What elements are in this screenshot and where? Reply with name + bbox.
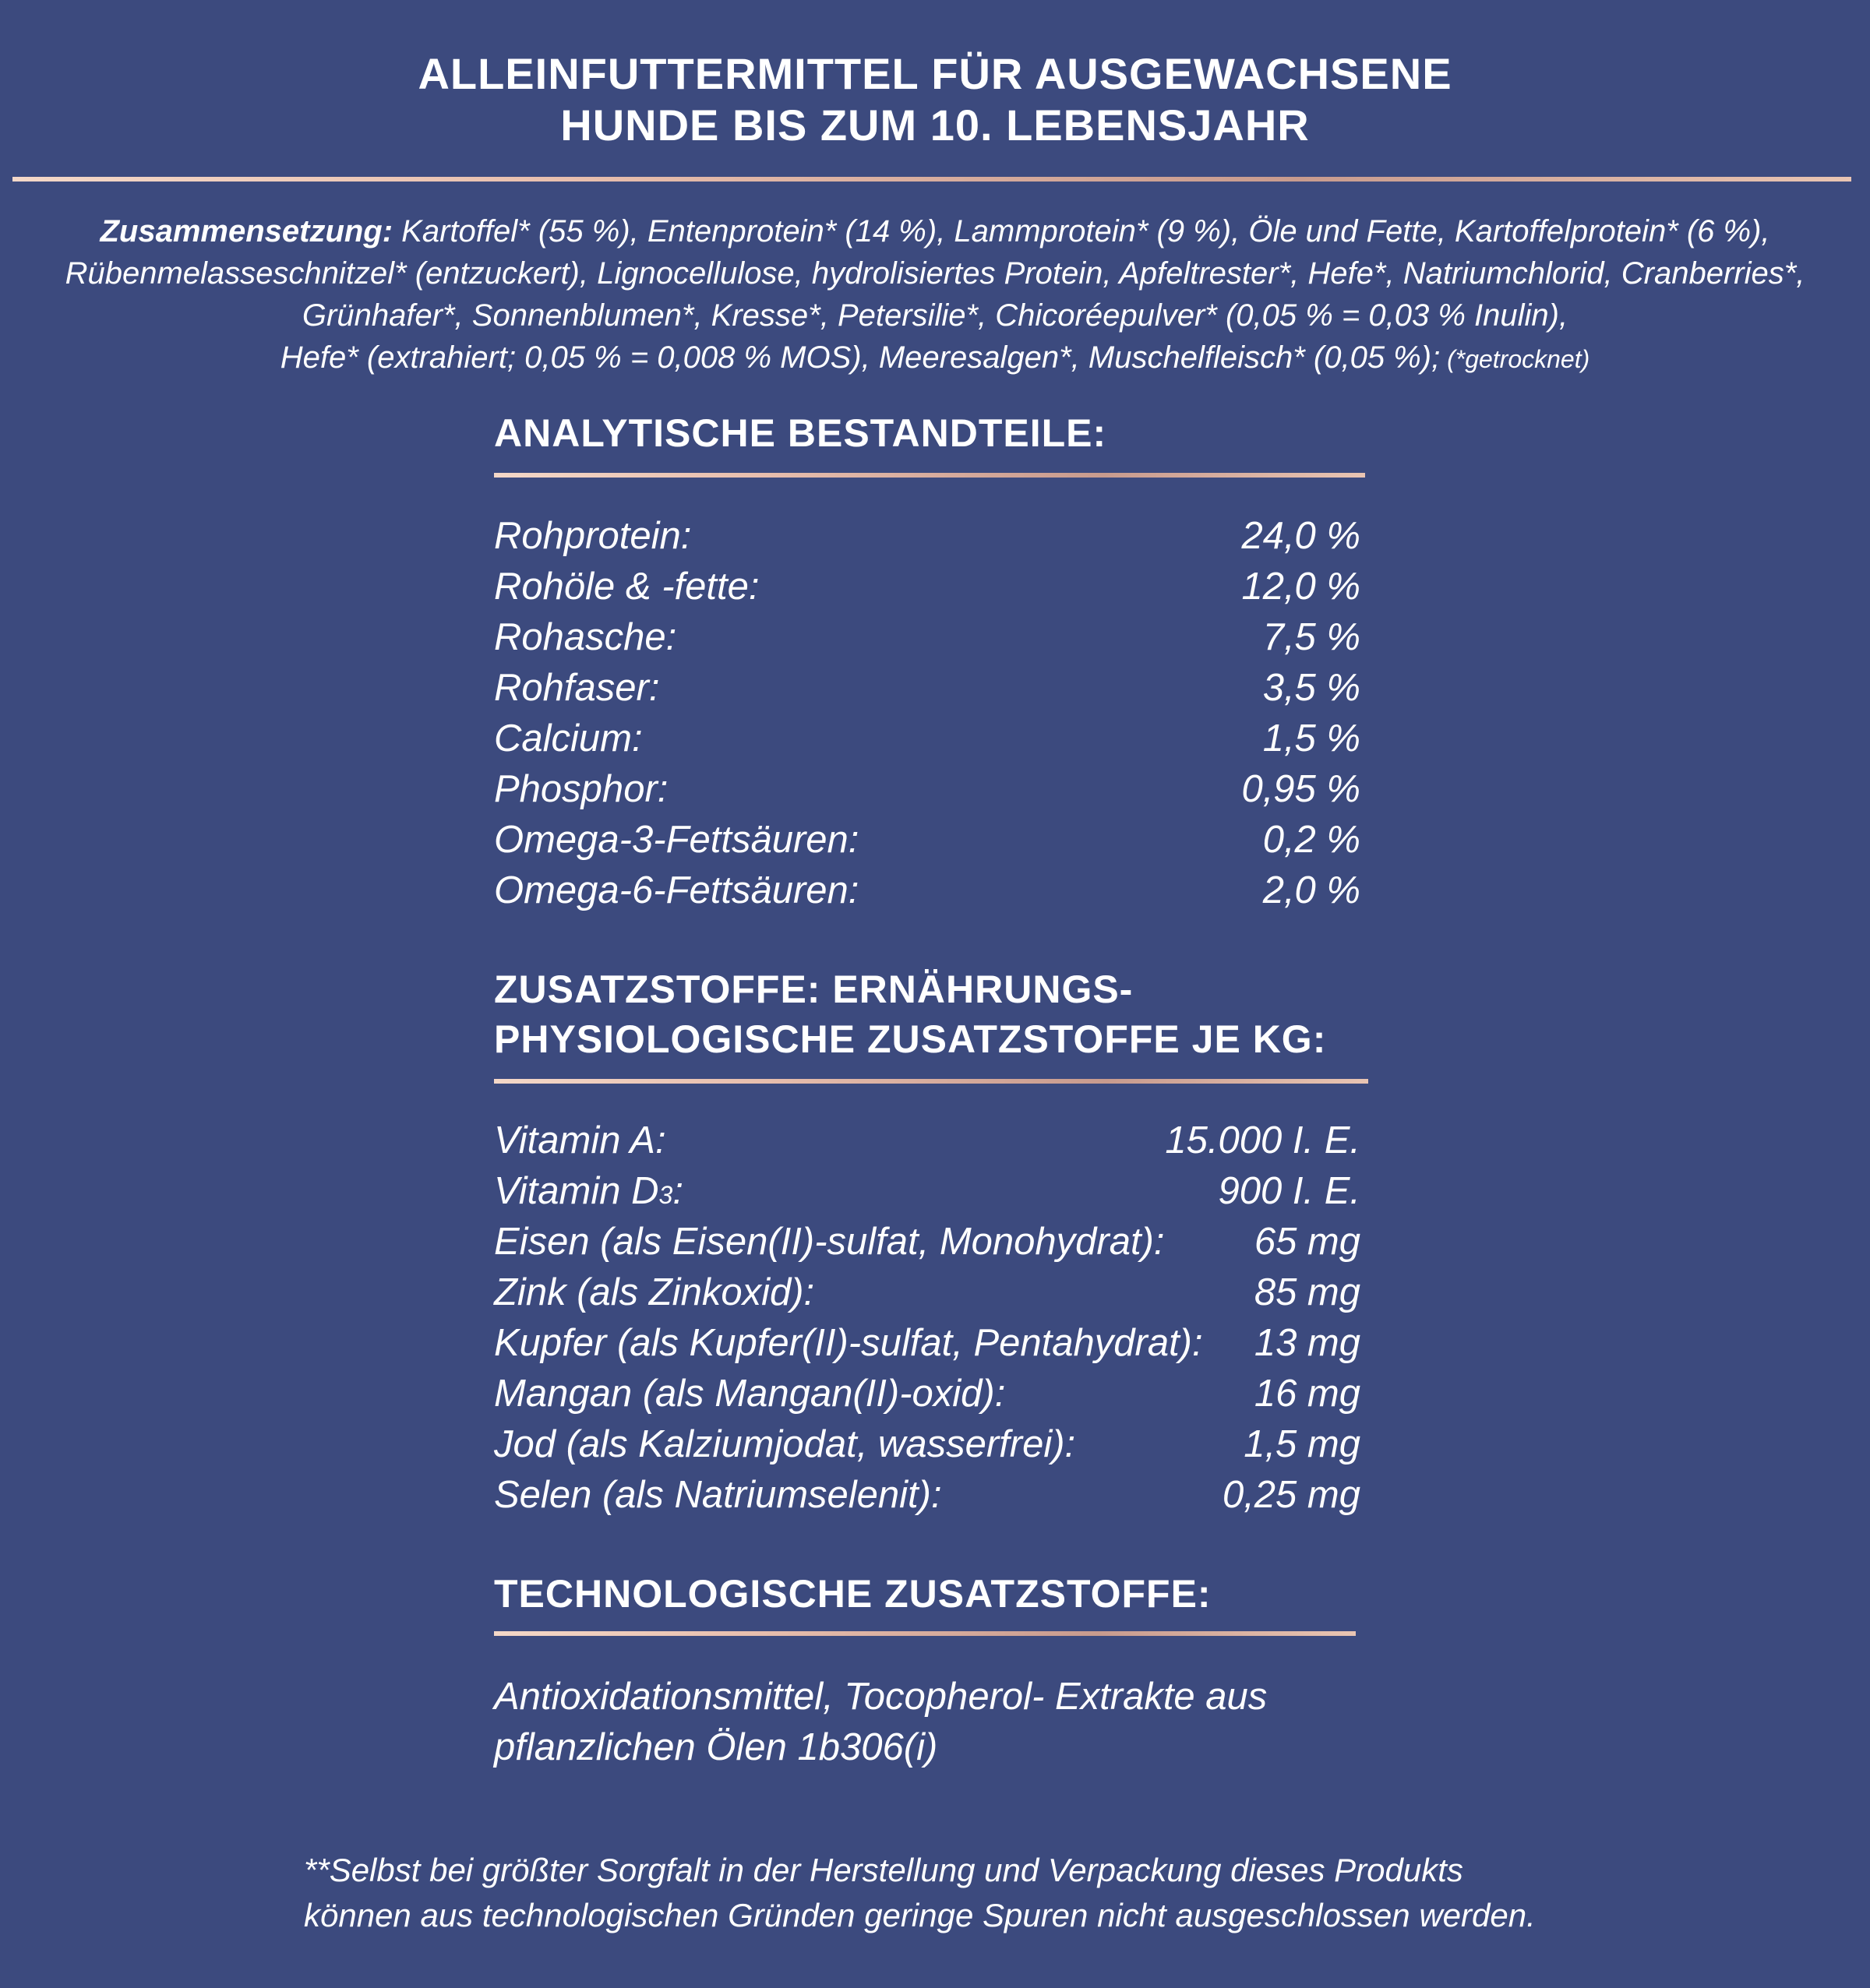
title-divider [12, 177, 1851, 182]
item-label-text: Vitamin A: [494, 1119, 666, 1161]
analytical-divider [494, 473, 1365, 478]
item-label [494, 714, 643, 764]
item-label [494, 1166, 683, 1221]
item-label [494, 1369, 1005, 1419]
analytical-list [494, 511, 1360, 916]
additives-section-header [494, 964, 1326, 1064]
composition-line-2: Rübenmelasseschnitzel* (entzuckert), Lignocellulose, hydrolisiertes Protein, Apfeltrester*, Hefe*, Natriumchlorid, Cranberries*, [65, 256, 1805, 291]
list-item [494, 1217, 1360, 1267]
item-value: 24,0 % [1241, 515, 1360, 557]
composition-line-1: Kartoffel* (55 %), Entenprotein* (14 %), Lammprotein* (9 %), Öle und Fette, Kartoffelprotein* (6 %), [393, 214, 1770, 248]
item-label [494, 815, 859, 865]
item-value: 15.000 I. E. [1165, 1119, 1360, 1161]
technological-heading: TECHNOLOGISCHE ZUSATZSTOFFE: [494, 1572, 1212, 1616]
item-label-text: Eisen (als Eisen(II)-sulfat, Monohydrat): [494, 1221, 1165, 1263]
list-item [494, 1166, 1360, 1217]
item-label-text: Kupfer (als Kupfer(II)-sulfat, Pentahydrat): [494, 1322, 1203, 1364]
item-label [494, 1267, 814, 1318]
technological-divider [494, 1631, 1356, 1636]
analytical-heading: ANALYTISCHE BESTANDTEILE: [494, 411, 1107, 455]
composition-line-4: Hefe* (extrahiert; 0,05 % = 0,008 % MOS), Meeresalgen*, Muschelfleisch* (0,05 %); [280, 340, 1441, 375]
item-label-text: Jod (als Kalziumjodat, wasserfrei): [494, 1423, 1076, 1465]
technological-line-1: Antioxidationsmittel, Tocopherol- Extrakte aus [494, 1676, 1268, 1718]
item-label-text: Rohprotein: [494, 515, 692, 557]
item-value: 13 mg [1254, 1322, 1360, 1364]
item-label [494, 663, 659, 714]
title-line-2: HUNDE BIS ZUM 10. LEBENSJAHR [560, 100, 1310, 150]
item-label-text: Rohöle & -fette: [494, 566, 760, 608]
technological-line-2: pflanzlichen Ölen 1b306(i) [494, 1726, 938, 1768]
item-value: 1,5 % [1262, 717, 1360, 760]
composition-block [0, 210, 1870, 380]
item-value: 3,5 % [1262, 667, 1360, 709]
item-label-text: Rohfaser: [494, 667, 660, 709]
item-label [494, 511, 691, 562]
item-value: 1,5 mg [1244, 1423, 1360, 1465]
list-item [494, 815, 1360, 865]
item-label-text: Rohasche: [494, 616, 677, 658]
footnote [304, 1848, 1536, 1938]
item-label [494, 1217, 1165, 1267]
item-label [494, 865, 859, 916]
list-item [494, 1369, 1360, 1419]
item-label-text: Omega-6-Fettsäuren: [494, 869, 859, 911]
item-label-text: Mangan (als Mangan(II)-oxid): [494, 1373, 1006, 1415]
list-item [494, 1470, 1360, 1521]
list-item [494, 865, 1360, 916]
item-value: 0,25 mg [1222, 1474, 1360, 1516]
footnote-line-1: **Selbst bei größter Sorgfalt in der Herstellung und Verpackung dieses Produkts [304, 1852, 1463, 1888]
technological-section-header [494, 1569, 1212, 1619]
item-label-text: Phosphor: [494, 768, 669, 810]
item-label [494, 1116, 666, 1166]
item-value: 0,95 % [1241, 768, 1360, 810]
item-label [494, 1470, 942, 1521]
list-item [494, 612, 1360, 663]
list-item [494, 562, 1360, 612]
item-value: 0,2 % [1262, 819, 1360, 861]
item-value: 900 I. E. [1218, 1170, 1360, 1212]
composition-line-3: Grünhafer*, Sonnenblumen*, Kresse*, Petersilie*, Chicoréepulver* (0,05 % = 0,03 % Inulin), [302, 298, 1568, 333]
item-value: 16 mg [1254, 1373, 1360, 1415]
item-label-suffix: : [672, 1170, 683, 1212]
footnote-line-2: können aus technologischen Gründen geringe Spuren nicht ausgeschlossen werden. [304, 1897, 1536, 1933]
composition-note: (*getrocknet) [1440, 345, 1590, 373]
additives-heading-line-1: ZUSATZSTOFFE: ERNÄHRUNGS- [494, 968, 1134, 1011]
additives-divider [494, 1079, 1368, 1084]
list-item [494, 511, 1360, 562]
list-item [494, 714, 1360, 764]
item-label-text: Omega-3-Fettsäuren: [494, 819, 859, 861]
item-label-subscript: 3 [658, 1181, 673, 1209]
item-label [494, 1419, 1075, 1470]
item-label [494, 1318, 1203, 1369]
analytical-section-header [494, 408, 1106, 458]
technological-text [494, 1672, 1267, 1773]
item-label [494, 612, 676, 663]
list-item [494, 1419, 1360, 1470]
list-item [494, 1267, 1360, 1318]
item-value: 12,0 % [1241, 566, 1360, 608]
list-item [494, 764, 1360, 815]
item-label-text: Selen (als Natriumselenit): [494, 1474, 942, 1516]
item-label-text: Vitamin D [494, 1170, 659, 1212]
list-item [494, 1318, 1360, 1369]
additives-list [494, 1116, 1360, 1521]
item-value: 85 mg [1254, 1271, 1360, 1313]
item-label [494, 562, 759, 612]
list-item [494, 1116, 1360, 1166]
item-value: 7,5 % [1262, 616, 1360, 658]
item-value: 2,0 % [1262, 869, 1360, 911]
list-item [494, 663, 1360, 714]
composition-label: Zusammensetzung: [100, 214, 393, 248]
item-label-text: Zink (als Zinkoxid): [494, 1271, 815, 1313]
item-value: 65 mg [1254, 1221, 1360, 1263]
additives-heading-line-2: PHYSIOLOGISCHE ZUSATZSTOFFE JE KG: [494, 1017, 1327, 1061]
item-label-text: Calcium: [494, 717, 643, 760]
page-title [0, 48, 1870, 151]
title-line-1: ALLEINFUTTERMITTEL FÜR AUSGEWACHSENE [418, 49, 1452, 98]
item-label [494, 764, 668, 815]
